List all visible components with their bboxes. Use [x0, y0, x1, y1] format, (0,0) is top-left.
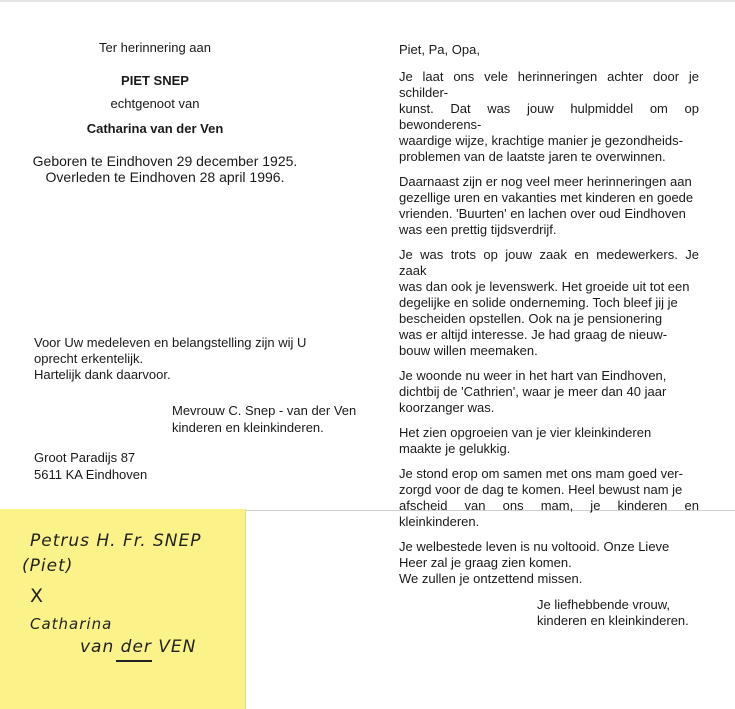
paragraph: Daarnaast zijn er nog veel meer herinneringen aan gezellige uren en vakanties met kinderen en goede vrienden. 'Buurten' en lachen over oud Eindhoven was een prettig tijdsverdrijf. [399, 174, 694, 237]
card-top-edge [0, 0, 735, 2]
birth-line: Geboren te Eindhoven 29 december 1925. [32, 153, 298, 169]
note-nickname: (Piet) [22, 556, 74, 576]
greeting: Piet, Pa, Opa, [399, 42, 480, 57]
paragraph: Het zien opgroeien van je vier kleinkinderen maakte je gelukkig. [399, 425, 652, 456]
handwritten-sticky-note [0, 509, 246, 709]
spouse-name: Catharina van der Ven [86, 121, 224, 136]
signature-block [172, 402, 392, 436]
paragraph: Je laat ons vele herinneringen achter door je schilder- kunst. Dat was jouw hulpmiddel om op bewonderens- waardige wijze, krachtige manier je gezondheids- problemen van de laatste jaren te overwinnen. [399, 69, 699, 164]
address-line: Groot Paradijs 87 [34, 450, 136, 465]
paragraph: Je woonde nu weer in het hart van Eindhoven, dichtbij de 'Cathrien', waar je meer dan 40 jaar koorzanger was. [399, 368, 667, 415]
paragraph: Je was trots op jouw zaak en medewerkers. Je zaak was dan ook je levenswerk. Het groeide uit tot een degelijke en solide onderneming. Toch bleef jij je bescheiden opstellen. Ook na je pensionering was er altijd interesse. Je had graag de nieuw- bouw willen meemaken. [399, 247, 699, 358]
note-spouse-surname: van der VEN [80, 637, 197, 657]
deceased-name: PIET SNEP [121, 73, 189, 88]
note-full-name: Petrus H. Fr. SNEP [30, 531, 202, 551]
intro-text: Ter herinnering aan [98, 40, 212, 55]
note-spouse-first-name: Catharina [30, 615, 113, 633]
thanks-block [34, 335, 334, 383]
closing-signature [537, 597, 699, 629]
note-underline [116, 660, 152, 662]
death-line: Overleden te Eindhoven 28 april 1996. [45, 169, 285, 185]
closing-line: kinderen en kleinkinderen. [537, 613, 689, 628]
signature-line: kinderen en kleinkinderen. [172, 420, 324, 435]
note-marriage-mark: X [30, 585, 45, 607]
address-block [34, 449, 254, 483]
thanks-line: Hartelijk dank daarvoor. [34, 367, 171, 382]
address-line: 5611 KA Eindhoven [34, 467, 148, 482]
relation-text: echtgenoot van [110, 96, 200, 111]
thanks-line: Voor Uw medeleven en belangstelling zijn wij U [34, 335, 307, 350]
left-column [30, 40, 357, 482]
paragraph: Je stond erop om samen met ons mam goed ver- zorgd voor de dag te komen. Heel bewust nam je afscheid van ons mam, je kinderen en kleinkinderen. [399, 466, 699, 529]
thanks-line: oprecht erkentelijk. [34, 351, 144, 366]
signature-line: Mevrouw C. Snep - van der Ven [172, 403, 357, 418]
right-column [399, 42, 699, 629]
paragraph: Je welbestede leven is nu voltooid. Onze Lieve Heer zal je graag zien komen. We zullen je ontzettend missen. [399, 539, 670, 586]
closing-line: Je liefhebbende vrouw, [537, 597, 670, 612]
